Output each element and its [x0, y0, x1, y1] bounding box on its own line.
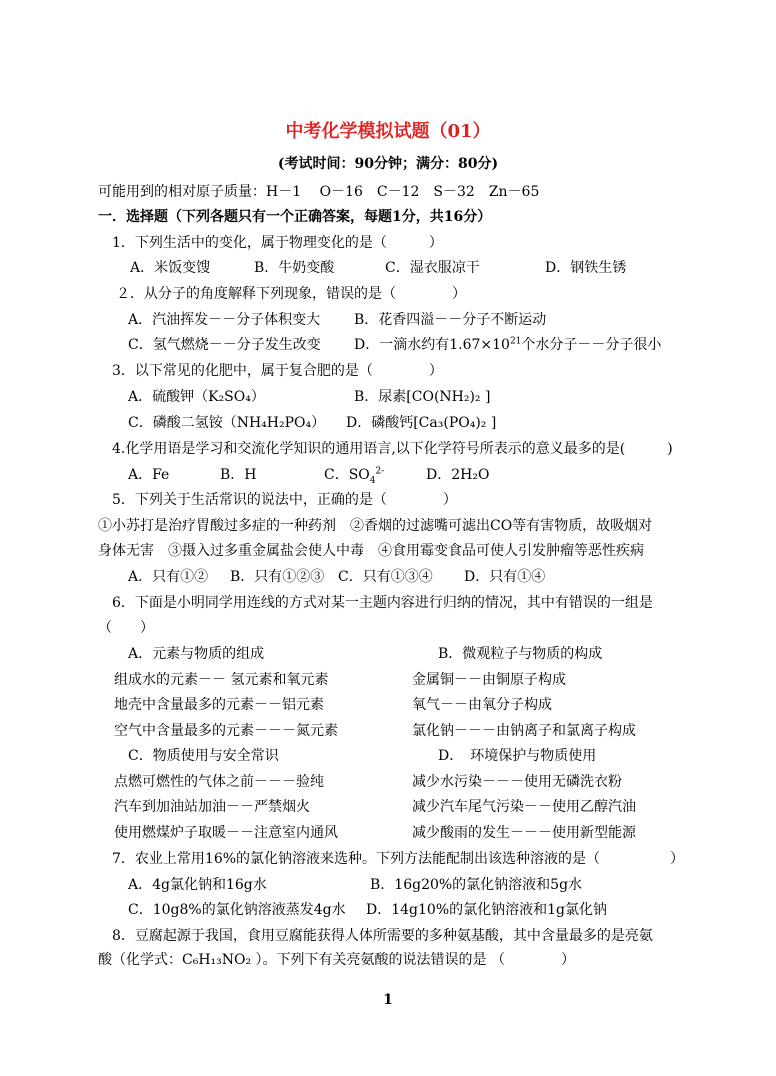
- q6-b-item-2: 氧气－－由氧分子构成: [412, 697, 552, 713]
- q6-c-item-2: 汽车到加油站加油－－严禁烟火: [114, 799, 310, 815]
- q6-d-item-3: 减少酸雨的发生－－－使用新型能源: [412, 825, 636, 841]
- q6-c-heading: C．物质使用与安全常识: [128, 748, 279, 764]
- q6-d-heading: D． 环境保护与物质使用: [438, 748, 597, 764]
- q6-b-item-3: 氯化钠－－－由钠离子和氯离子构成: [412, 723, 636, 739]
- q2-d-pre: D．一滴水约有1.67×10: [354, 337, 510, 353]
- q5-option-d: D．只有①④: [464, 569, 546, 585]
- q3-option-d: D．磷酸钙[Ca₃(PO₄)₂ ]: [346, 415, 497, 431]
- q6-b-item-1: 金属铜－－由铜原子构成: [412, 672, 566, 688]
- q6-d-item-2: 减少汽车尾气污染－－使用乙醇汽油: [412, 799, 636, 815]
- q1-stem: 1．下列生活中的变化，属于物理变化的是（ ）: [112, 235, 443, 251]
- q6-a-heading: A．元素与物质的组成: [128, 646, 265, 662]
- q6-stem: 6．下面是小明同学用连线的方式对某一主题内容进行归纳的情况，其中有错误的一组是: [112, 595, 653, 611]
- q2-d-sup: 21: [509, 336, 522, 347]
- q7-stem: 7．农业上常用16%的氯化钠溶液来选种。下列方法能配制出该选种溶液的是（ ）: [112, 851, 685, 867]
- q7-option-c: C．10g8%的氯化钠溶液蒸发4g水: [128, 902, 346, 918]
- q6-c-item-1: 点燃可燃性的气体之前－－－验纯: [114, 774, 324, 790]
- q8-stem: 8．豆腐起源于我国，食用豆腐能获得人体所需要的多种氨基酸，其中含量最多的是亮氨: [112, 928, 653, 944]
- q4-c-pre: C．SO: [324, 467, 370, 483]
- q6-stem-2: （ ）: [98, 620, 154, 636]
- q6-c-item-3: 使用燃煤炉子取暖－－注意室内通风: [114, 825, 338, 841]
- q1-option-a: A．米饭变馊: [130, 260, 211, 276]
- q1-option-b: B．牛奶变酸: [254, 260, 335, 276]
- q5-statements-1: ①小苏打是治疗胃酸过多症的一种药剂 ②香烟的过滤嘴可滤出CO等有害物质，故吸烟对: [98, 518, 653, 534]
- q3-option-c: C．磷酸二氢铵（NH₄H₂PO₄）: [128, 415, 326, 431]
- q4-option-c: [324, 465, 384, 485]
- atomic-masses: 可能用到的相对原子质量：H－1 O－16 C－12 S－32 Zn－65: [98, 184, 540, 200]
- q2-option-b: B．花香四溢－－分子不断运动: [354, 312, 547, 328]
- q4-c-sub: 4: [369, 475, 376, 486]
- q2-d-post: 个水分子－－分子很小: [521, 337, 662, 353]
- q5-option-c: C．只有①③④: [338, 569, 433, 585]
- q4-option-a: A．Fe: [128, 467, 170, 483]
- section-heading: 一．选择题（下列各题只有一个正确答案，每题1分，共16分）: [98, 209, 492, 225]
- q3-option-b: B．尿素[CO(NH₂)₂ ]: [354, 389, 491, 405]
- page-number: 1: [383, 992, 393, 1008]
- q7-option-a: A．4g氯化钠和16g水: [128, 877, 267, 893]
- q4-option-b: B．H: [220, 467, 257, 483]
- q6-a-item-3: 空气中含量最多的元素－－－氮元素: [114, 723, 338, 739]
- exam-subtitle: (考试时间：90分钟；满分：80分): [277, 156, 499, 172]
- q6-a-item-2: 地壳中含量最多的元素－－铝元素: [114, 697, 324, 713]
- q3-option-a: A．硫酸钾（K₂SO₄）: [128, 389, 265, 405]
- q5-statements-2: 身体无害 ③摄入过多重金属盐会使人中毒 ④食用霉变食品可使人引发肿瘤等恶性疾病: [98, 543, 644, 559]
- q4-c-sup: 2-: [375, 466, 385, 477]
- q2-option-c: C．氢气燃烧－－分子发生改变: [128, 337, 321, 353]
- q6-a-item-1: 组成水的元素－－ 氢元素和氧元素: [114, 672, 329, 688]
- q2-stem: ２．从分子的角度解释下列现象，错误的是（ ）: [116, 286, 466, 302]
- q7-option-b: B．16g20%的氯化钠溶液和5g水: [370, 877, 583, 893]
- q4-option-d: D．2H₂O: [426, 467, 490, 483]
- q8-stem-2: 酸（化学式：C₆H₁₃NO₂ ）。下列下有关亮氨酸的说法错误的是 （ ）: [98, 952, 575, 968]
- q6-d-item-1: 减少水污染－－－使用无磷洗衣粉: [412, 774, 622, 790]
- q5-option-b: B．只有①②③: [230, 569, 325, 585]
- q2-option-a: A．汽油挥发－－分子体积变大: [128, 312, 321, 328]
- q5-option-a: A．只有①②: [128, 569, 209, 585]
- q6-b-heading: B．微观粒子与物质的构成: [438, 646, 603, 662]
- exam-title: 中考化学模拟试题（01）: [285, 121, 491, 142]
- q5-stem: 5．下列关于生活常识的说法中，正确的是（ ）: [112, 492, 457, 508]
- q1-option-c: C．湿衣服凉干: [385, 260, 480, 276]
- q1-option-d: D．钢铁生锈: [545, 260, 627, 276]
- q2-option-d: [354, 335, 661, 355]
- q3-stem: 3．以下常见的化肥中，属于复合肥的是（ ）: [112, 363, 443, 379]
- q7-option-d: D．14g10%的氯化钠溶液和1g氯化钠: [366, 902, 607, 918]
- q4-stem: 4.化学用语是学习和交流化学知识的通用语言,以下化学符号所表示的意义最多的是( ): [112, 441, 673, 457]
